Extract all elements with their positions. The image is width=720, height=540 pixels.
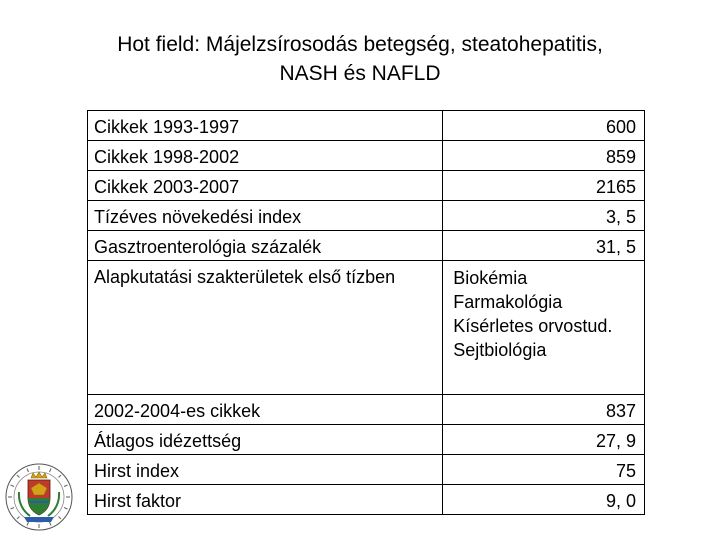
title-line-1: Hot field: Májelzsírosodás betegség, steatohepatitis, (117, 33, 603, 56)
table-row (88, 395, 645, 425)
row-label: Átlagos idézettség (88, 425, 443, 455)
table-row (88, 425, 645, 455)
row-value: 3, 5 (443, 201, 645, 231)
table-row (88, 201, 645, 231)
row-value: 2165 (443, 171, 645, 201)
row-label: Hirst index (88, 455, 443, 485)
row-label: Alapkutatási szakterületek első tízben (88, 261, 443, 395)
table-row (88, 111, 645, 141)
row-value: 600 (443, 111, 645, 141)
list-item: Biokémia (453, 268, 528, 288)
table-row (88, 231, 645, 261)
university-seal-icon (4, 462, 74, 532)
row-label: Cikkek 2003-2007 (88, 171, 443, 201)
table-row (88, 455, 645, 485)
table-row (88, 141, 645, 171)
row-label: Cikkek 1998-2002 (88, 141, 443, 171)
row-value: 837 (443, 395, 645, 425)
page-title (0, 30, 720, 88)
row-label: Hirst faktor (88, 485, 443, 515)
table-row (88, 485, 645, 515)
row-label: Tízéves növekedési index (88, 201, 443, 231)
row-value: 859 (443, 141, 645, 171)
table-row (88, 171, 645, 201)
list-item: Kísérletes orvostud. (453, 316, 613, 336)
row-value: 75 (443, 455, 645, 485)
list-item: Sejtbiológia (453, 340, 547, 360)
row-value: 27, 9 (443, 425, 645, 455)
research-fields-list (443, 261, 645, 395)
row-label: Gasztroenterológia százalék (88, 231, 443, 261)
table-row (88, 261, 645, 395)
title-line-2: NASH és NAFLD (279, 62, 441, 85)
row-value: 9, 0 (443, 485, 645, 515)
row-label: 2002-2004-es cikkek (88, 395, 443, 425)
list-item: Farmakológia (453, 292, 563, 312)
row-value: 31, 5 (443, 231, 645, 261)
statistics-table (87, 110, 645, 515)
row-label: Cikkek 1993-1997 (88, 111, 443, 141)
seal-graphic (4, 462, 74, 532)
